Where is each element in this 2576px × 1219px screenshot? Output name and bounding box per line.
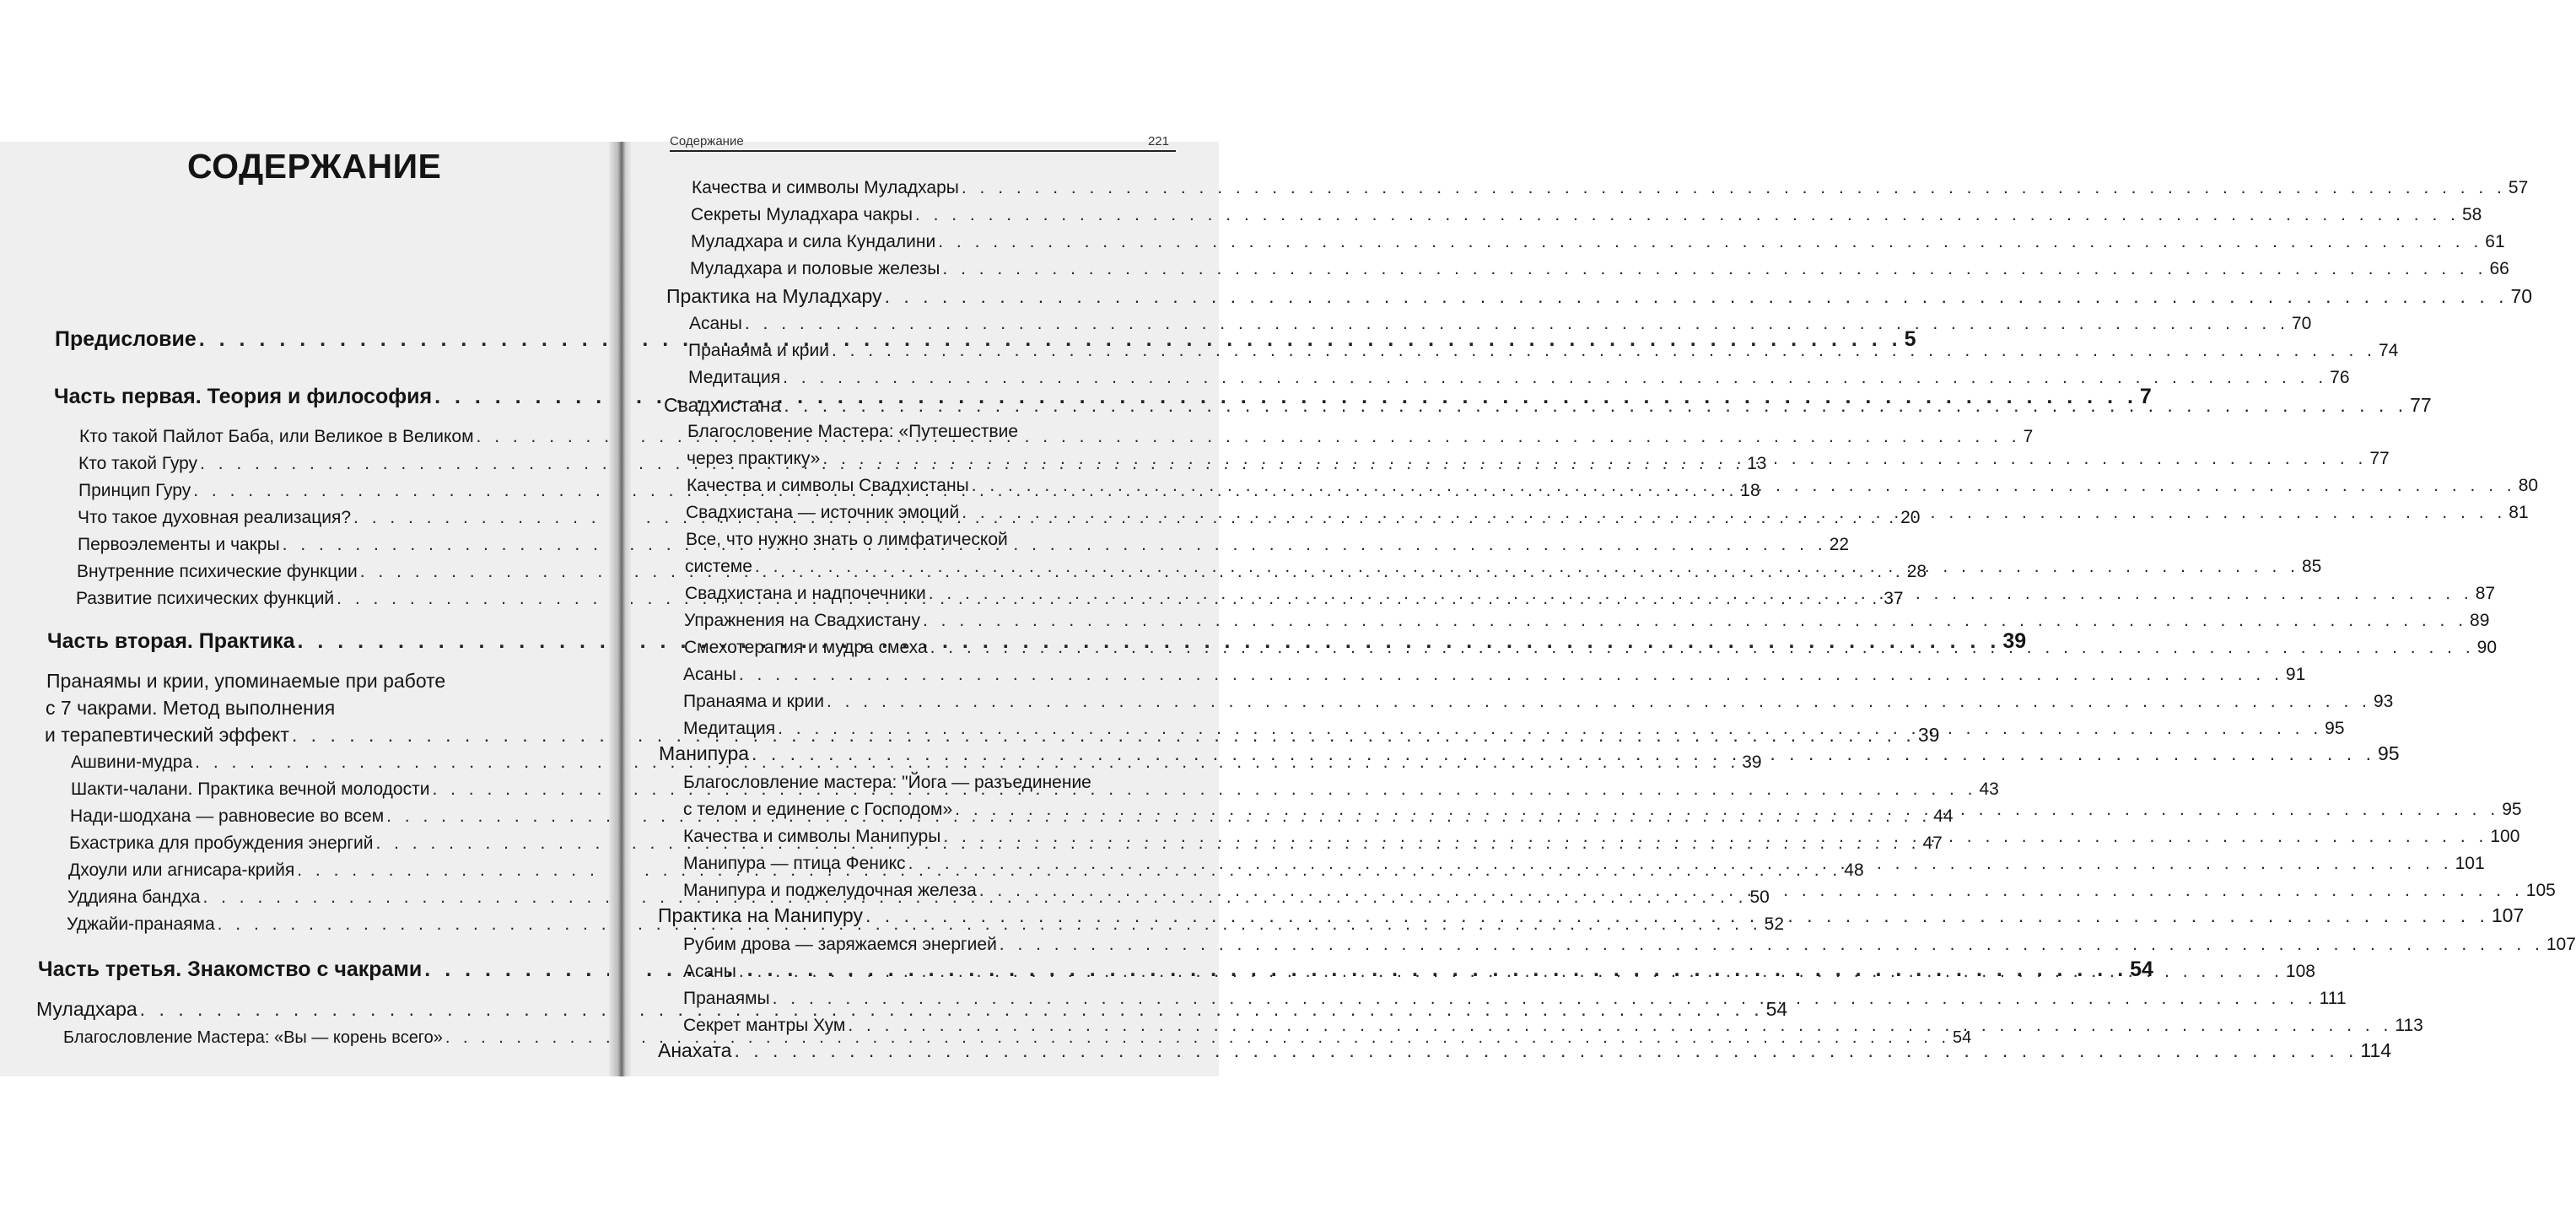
toc-entry-page: 108 (2285, 962, 2315, 981)
toc-entry-title: Пранаяма и крии (688, 341, 829, 360)
toc-entry (691, 232, 2505, 252)
toc-entry-title: Часть вторая. Практика (47, 629, 295, 653)
dot-leader (752, 742, 2375, 764)
toc-entry-title: с 7 чакрами. Метод выполнения (46, 697, 336, 719)
toc-entry-page: 47 (1922, 833, 1943, 853)
dot-leader (784, 394, 2407, 416)
toc-entry-title: Нади-шодхана — равновесие во всем (70, 806, 385, 826)
toc-entry-page: 66 (2489, 259, 2509, 278)
dot-leader (739, 665, 2283, 685)
toc-entry (683, 665, 2306, 685)
toc-entry-page: 54 (2130, 957, 2153, 981)
toc-entry-page: 54 (1765, 998, 1788, 1020)
toc-entry-page: 77 (2369, 449, 2390, 468)
toc-entry-title: Уддияна бандха (67, 887, 201, 907)
toc-entry-title: Свадхистана и надпочечники (685, 584, 926, 603)
toc-entry-title: Внутренние психические функции (77, 562, 358, 581)
toc-entry-page: 87 (2475, 584, 2496, 603)
toc-entry-page: 95 (2377, 742, 2400, 764)
toc-entry-page: 95 (2325, 719, 2345, 738)
running-head (670, 132, 1176, 152)
toc-entry-title: Медитация (688, 368, 781, 387)
toc-entry-page: 58 (2461, 205, 2482, 224)
toc-entry-page: 22 (1829, 535, 1850, 554)
dot-leader (778, 719, 2322, 739)
toc-entry-page: 89 (2470, 611, 2490, 630)
toc-entry-title: Первоэлементы и чакры (78, 535, 280, 554)
toc-entry-page: 37 (1883, 589, 1904, 608)
dot-leader (955, 800, 2499, 820)
toc-entry-page: 114 (2360, 1039, 2392, 1061)
dot-leader (962, 178, 2506, 198)
dot-leader (739, 962, 2283, 982)
book-gutter (609, 142, 631, 1076)
toc-entry-title: Дхоули или агнисара-крийя (68, 860, 295, 880)
toc-entry-title: Муладхара и сила Кундалини (691, 232, 936, 251)
toc-entry-page: 70 (2291, 314, 2312, 333)
dot-leader (783, 368, 2327, 388)
toc-entry-page: 48 (1844, 860, 1864, 880)
toc-entry-page: 5 (1904, 327, 1916, 351)
toc-entry-page: 44 (1933, 806, 1954, 826)
toc-entry-page: 70 (2510, 285, 2533, 307)
dot-leader (915, 205, 2460, 225)
toc-entry (664, 394, 2432, 416)
toc-entry-page: 50 (1749, 887, 1770, 907)
toc-entry-title: Медитация (683, 719, 776, 738)
toc-entry-title: Свадхистана — источник эмоций (686, 503, 960, 522)
toc-entry-title: Все, что нужно знать о лимфатической (686, 530, 1008, 549)
toc-entry (63, 1028, 1972, 1048)
toc-entry-title: Анахата (658, 1039, 732, 1061)
running-head-page-number: 221 (1147, 134, 1169, 148)
toc-entry-page: 74 (2378, 341, 2399, 360)
dot-leader (929, 584, 2473, 604)
toc-entry-page: 111 (2319, 989, 2347, 1008)
toc-entry-page: 80 (2518, 476, 2539, 495)
toc-entry-title: Шакти-чалани. Практика вечной молодости (71, 779, 430, 799)
toc-entry-page: 43 (1979, 779, 1999, 799)
dot-leader (745, 314, 2289, 334)
dot-leader (923, 611, 2467, 631)
toc-entry-title: Манипура и поджелудочная железа (683, 881, 977, 900)
toc-entry-title: Благословление мастера: "Йога — разъединение (683, 773, 1091, 792)
toc-entry-title: Кто такой Пайлот Баба, или Великое в Великом (79, 427, 474, 446)
toc-entry-page: 107 (2546, 935, 2576, 954)
toc-entry-page: 113 (2395, 1016, 2423, 1035)
toc-entry-page: 107 (2491, 904, 2525, 926)
toc-entry-page: 93 (2373, 692, 2394, 711)
toc-entry (692, 178, 2529, 198)
toc-entry-page: 101 (2455, 854, 2485, 873)
dot-leader (938, 232, 2482, 252)
toc-entry-title: Асаны (683, 665, 736, 684)
toc-entry-page: 57 (2508, 178, 2529, 197)
toc-entry-title: Предисловие (55, 327, 197, 351)
toc-entry (658, 1039, 2392, 1061)
toc-entry-title: Бхастрика для пробуждения энергий (69, 833, 374, 853)
toc-entry-title: Развитие психических функций (76, 589, 335, 608)
toc-entry-title: Качества и символы Муладхары (692, 178, 959, 197)
dot-leader (865, 904, 2489, 926)
toc-entry-title: Часть первая. Теория и философия (54, 385, 433, 408)
toc-entry-title: с телом и единение с Господом» (683, 800, 953, 819)
toc-entry-title: Пранаямы и крии, упоминаемые при работе (46, 670, 446, 692)
toc-entry (666, 285, 2533, 307)
toc-entry-title: Качества и символы Манипуры (683, 827, 941, 846)
dot-leader (930, 638, 2475, 658)
toc-entry-title: Благословление Мастера: «Вы — корень всего» (63, 1028, 443, 1047)
toc-entry-page: 28 (1906, 562, 1927, 581)
dot-leader (822, 449, 2367, 469)
toc-entry-page: 39 (1742, 752, 1762, 772)
toc-entry (683, 1016, 2423, 1036)
dot-leader (1000, 935, 2544, 955)
toc-entry-title: Муладхара и половые железы (690, 259, 940, 278)
toc-entry-title: Благословение Мастера: «Путешествие (687, 422, 1019, 441)
toc-entry-title: Пранаямы (683, 989, 770, 1008)
dot-leader (979, 881, 2524, 901)
toc-entry (690, 259, 2509, 279)
toc-entry-title: Секрет мантры Хум (683, 1016, 846, 1035)
toc-entry-title: Практика на Муладхару (666, 285, 882, 307)
toc-entry-page: 52 (1764, 914, 1785, 934)
toc-entry-title: Практика на Манипуру (658, 904, 863, 926)
toc-entry-title: Качества и символы Свадхистаны (687, 476, 969, 495)
toc-entry-page: 7 (2023, 427, 2034, 446)
toc-entry-title: Муладхара (36, 998, 137, 1020)
toc-entry-title: системе (685, 557, 752, 576)
toc-entry (688, 341, 2399, 361)
toc-entry-page: 81 (2509, 503, 2529, 522)
dot-leader (832, 341, 2376, 361)
toc-entry-title: Рубим дрова — заряжаемся энергией (683, 935, 997, 954)
toc-entry-page: 90 (2476, 638, 2498, 657)
toc-entry-title: Часть третья. Знакомство с чакрами (38, 957, 423, 981)
toc-entry-page: 39 (1917, 724, 1940, 746)
toc-entry-page: 91 (2285, 665, 2306, 684)
toc-entry-title: Асаны (683, 962, 736, 981)
book-spread (0, 134, 2576, 1076)
dot-leader (962, 503, 2506, 523)
dot-leader (972, 476, 2516, 496)
toc-entry-title: Свадхистана (664, 394, 782, 416)
dot-leader (942, 259, 2487, 279)
toc-entry-title: Что такое духовная реализация? (78, 508, 352, 527)
toc-entry-page: 7 (2139, 385, 2152, 408)
toc-entry-page: 20 (1900, 508, 1921, 527)
toc-entry-page: 95 (2502, 800, 2522, 819)
toc-entry-page: 77 (2410, 394, 2432, 416)
toc-entry-title: Ашвини-мудра (71, 752, 193, 772)
running-head-title: Содержание (670, 134, 744, 148)
toc-entry (684, 611, 2490, 631)
toc-entry-page: 105 (2525, 881, 2556, 900)
toc-entry-title: Смехотерапия и мудра смеха (684, 638, 928, 657)
toc-entry-page: 61 (2485, 232, 2505, 251)
toc-entry (688, 368, 2350, 388)
toc-entry-title: и терапевтический эффект (45, 724, 289, 746)
dot-leader (773, 989, 2317, 1009)
toc-entry (689, 314, 2312, 334)
toc-entry-page: 39 (2002, 629, 2027, 653)
dot-leader (848, 1016, 2392, 1036)
toc-entry-title: Уджайи-пранаяма (67, 914, 215, 934)
toc-entry-title: Принцип Гуру (78, 481, 191, 500)
dot-leader (734, 1039, 2358, 1061)
toc-title: СОДЕРЖАНИЕ (187, 147, 442, 186)
dot-leader (908, 854, 2453, 874)
toc-entry-title: Асаны (689, 314, 742, 333)
toc-entry-page: 13 (1747, 454, 1767, 473)
toc-entry-title: Манипура — птица Феникс (683, 854, 906, 873)
dot-leader (943, 827, 2487, 847)
toc-entry-title: через практику» (687, 449, 821, 468)
toc-entry-page: 76 (2330, 368, 2350, 387)
toc-entry-title: Пранаяма и крии (683, 692, 824, 711)
toc-entry-page: 85 (2301, 557, 2322, 576)
toc-entry-title: Кто такой Гуру (78, 454, 198, 473)
toc-entry (683, 935, 2576, 955)
toc-entry-page: 100 (2490, 827, 2520, 846)
toc-entry-page: 18 (1740, 481, 1760, 500)
dot-leader (885, 285, 2509, 307)
toc-entry (691, 205, 2482, 225)
toc-entry (683, 692, 2394, 712)
dot-leader (827, 692, 2371, 712)
toc-entry-title: Манипура (659, 742, 750, 764)
toc-entry-page: 54 (1953, 1028, 1972, 1047)
dot-leader (755, 557, 2299, 577)
toc-entry-title: Секреты Муладхара чакры (691, 205, 913, 224)
toc-entry-title: Упражнения на Свадхистану (684, 611, 921, 630)
